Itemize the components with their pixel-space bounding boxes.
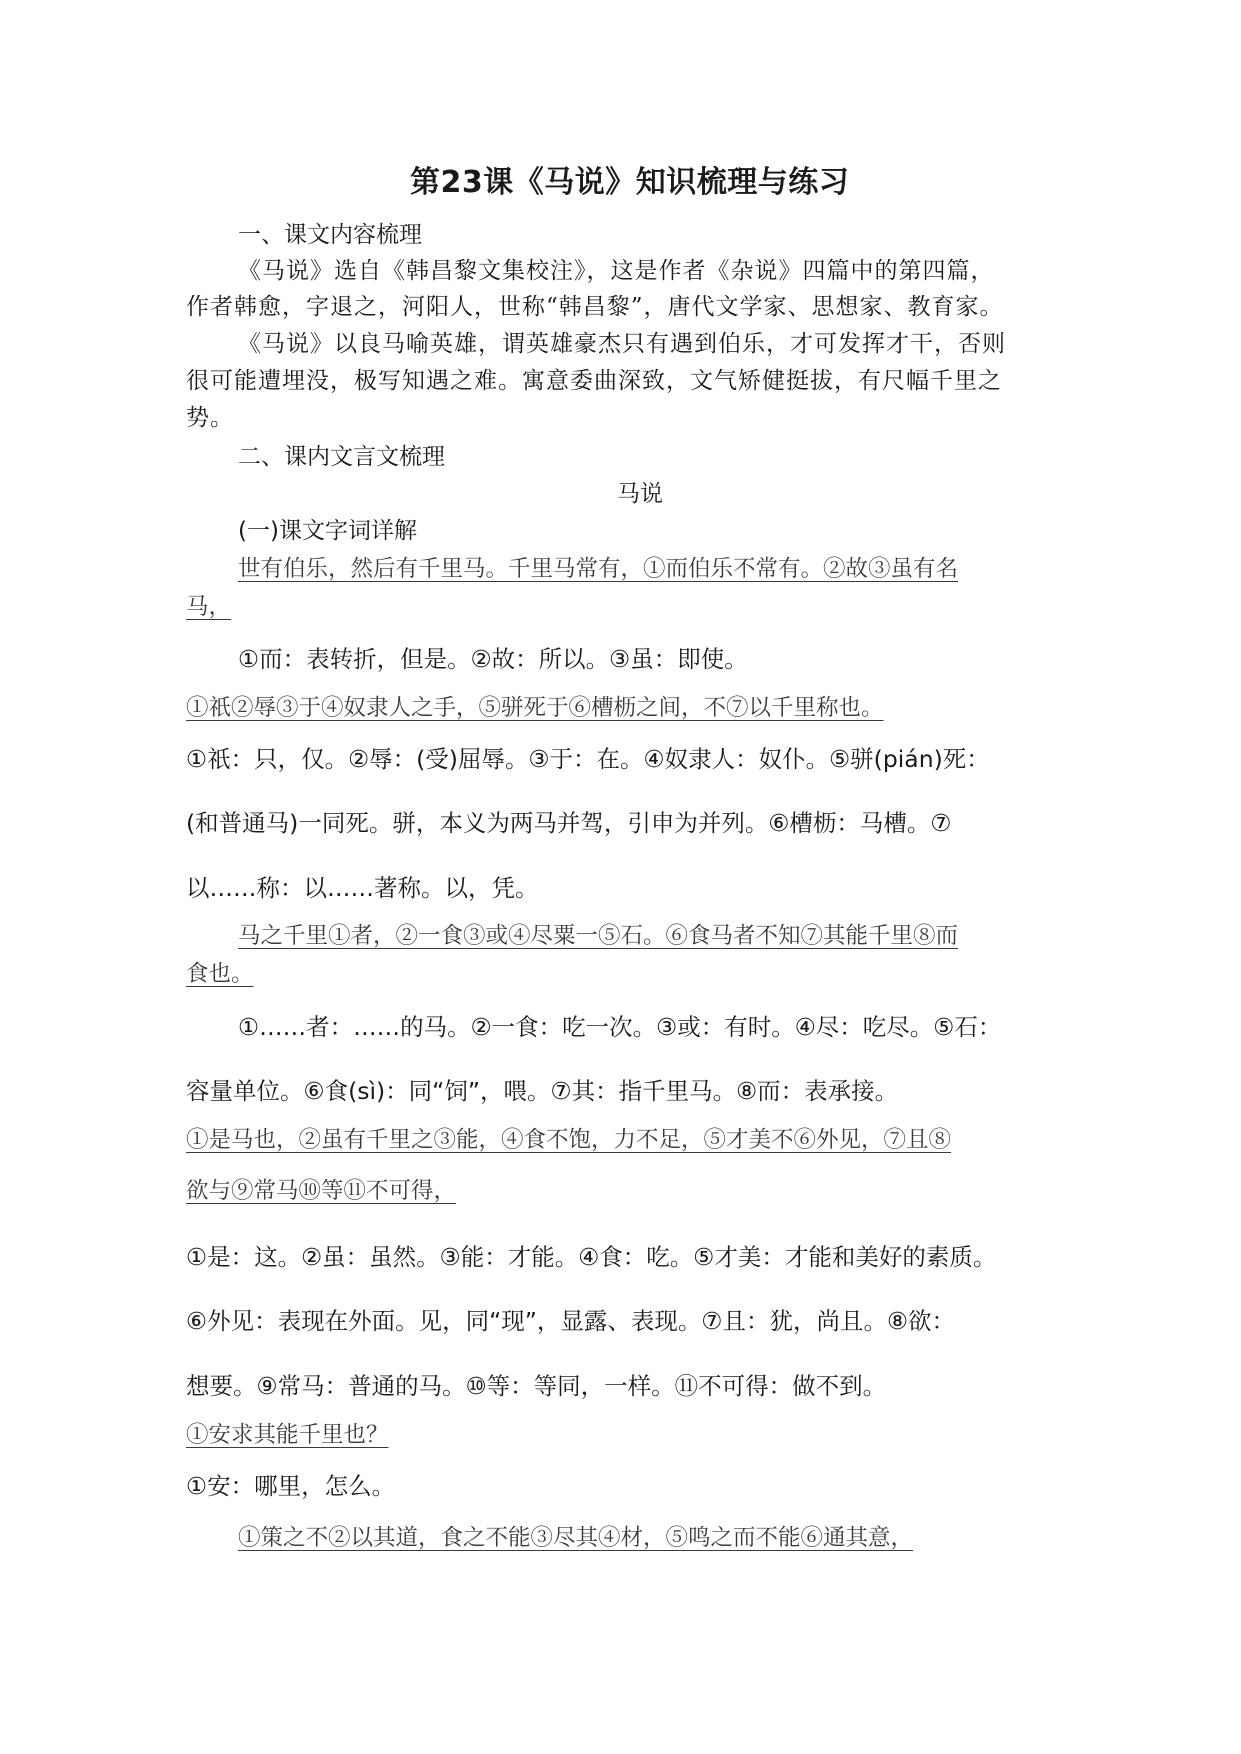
section-heading-1: 一、课文内容梳理 xyxy=(238,222,422,248)
annotation-line: ①祇：只，仅。②辱：(受)屈辱。③于：在。④奴隶人：奴仆。⑤骈(pián)死： xyxy=(186,745,990,773)
annotation-line: (和普通马)一同死。骈，本义为两马并驾，引申为并列。⑥槽枥：马槽。⑦ xyxy=(186,809,952,837)
annotation-line: 以……称：以……著称。以，凭。 xyxy=(186,874,539,902)
original-text-line: 食也。 xyxy=(186,961,254,987)
annotation-line: ①而：表转折，但是。②故：所以。③虽：即使。 xyxy=(238,645,748,673)
text-title: 马说 xyxy=(617,481,663,507)
original-text-line: 马之千里①者，②一食③或④尽粟一⑤石。⑥食马者不知⑦其能千里⑧而 xyxy=(238,923,959,949)
original-text-line: ①祇②辱③于④奴隶人之手，⑤骈死于⑥槽枥之间，不⑦以千里称也。 xyxy=(186,695,884,721)
original-text-line: ①是马也，②虽有千里之③能，④食不饱，力不足，⑤才美不⑥外见，⑦且⑧ xyxy=(186,1127,952,1153)
annotation-line: 想要。⑨常马：普通的马。⑩等：等同，一样。⑪不可得：做不到。 xyxy=(186,1372,887,1400)
original-text-line: 马， xyxy=(186,594,232,620)
annotation-line: ①是：这。②虽：虽然。③能：才能。④食：吃。⑤才美：才能和美好的素质。 xyxy=(186,1243,997,1271)
paragraph-line: 《马说》以良马喻英雄，谓英雄豪杰只有遇到伯乐，才可发挥才干，否则 xyxy=(238,331,1006,357)
paragraph-line: 很可能遭埋没，极写知遇之难。寓意委曲深致，文气矫健挺拔，有尺幅千里之 xyxy=(186,368,1002,394)
original-text-line: ①策之不②以其道，食之不能③尽其④材，⑤鸣之而不能⑥通其意， xyxy=(238,1525,914,1551)
sub-heading: (一)课文字词详解 xyxy=(238,518,417,544)
annotation-line: 容量单位。⑥食(sì)：同“饲”，喂。⑦其：指千里马。⑧而：表承接。 xyxy=(186,1077,899,1105)
annotation-line: ⑥外见：表现在外面。见，同“现”，显露、表现。⑦且：犹，尚且。⑧欲： xyxy=(186,1307,956,1335)
annotation-line: ①安：哪里，怎么。 xyxy=(186,1472,396,1500)
paragraph-line: 势。 xyxy=(186,405,234,431)
original-text-line: ①安求其能千里也？ xyxy=(186,1422,389,1448)
paragraph-line: 作者韩愈，字退之，河阳人，世称“韩昌黎”，唐代文学家、思想家、教育家。 xyxy=(186,294,1004,320)
annotation-line: ①……者：……的马。②一食：吃一次。③或：有时。④尽：吃尽。⑤石： xyxy=(238,1013,1002,1041)
section-heading-2: 二、课内文言文梳理 xyxy=(238,444,445,470)
paragraph-line: 《马说》选自《韩昌黎文集校注》，这是作者《杂说》四篇中的第四篇， xyxy=(238,258,995,284)
original-text-line: 世有伯乐，然后有千里马。千里马常有，①而伯乐不常有。②故③虽有名 xyxy=(238,556,959,582)
original-text-line: 欲与⑨常马⑩等⑪不可得， xyxy=(186,1178,457,1204)
page-title: 第23课《马说》知识梳理与练习 xyxy=(410,165,850,200)
